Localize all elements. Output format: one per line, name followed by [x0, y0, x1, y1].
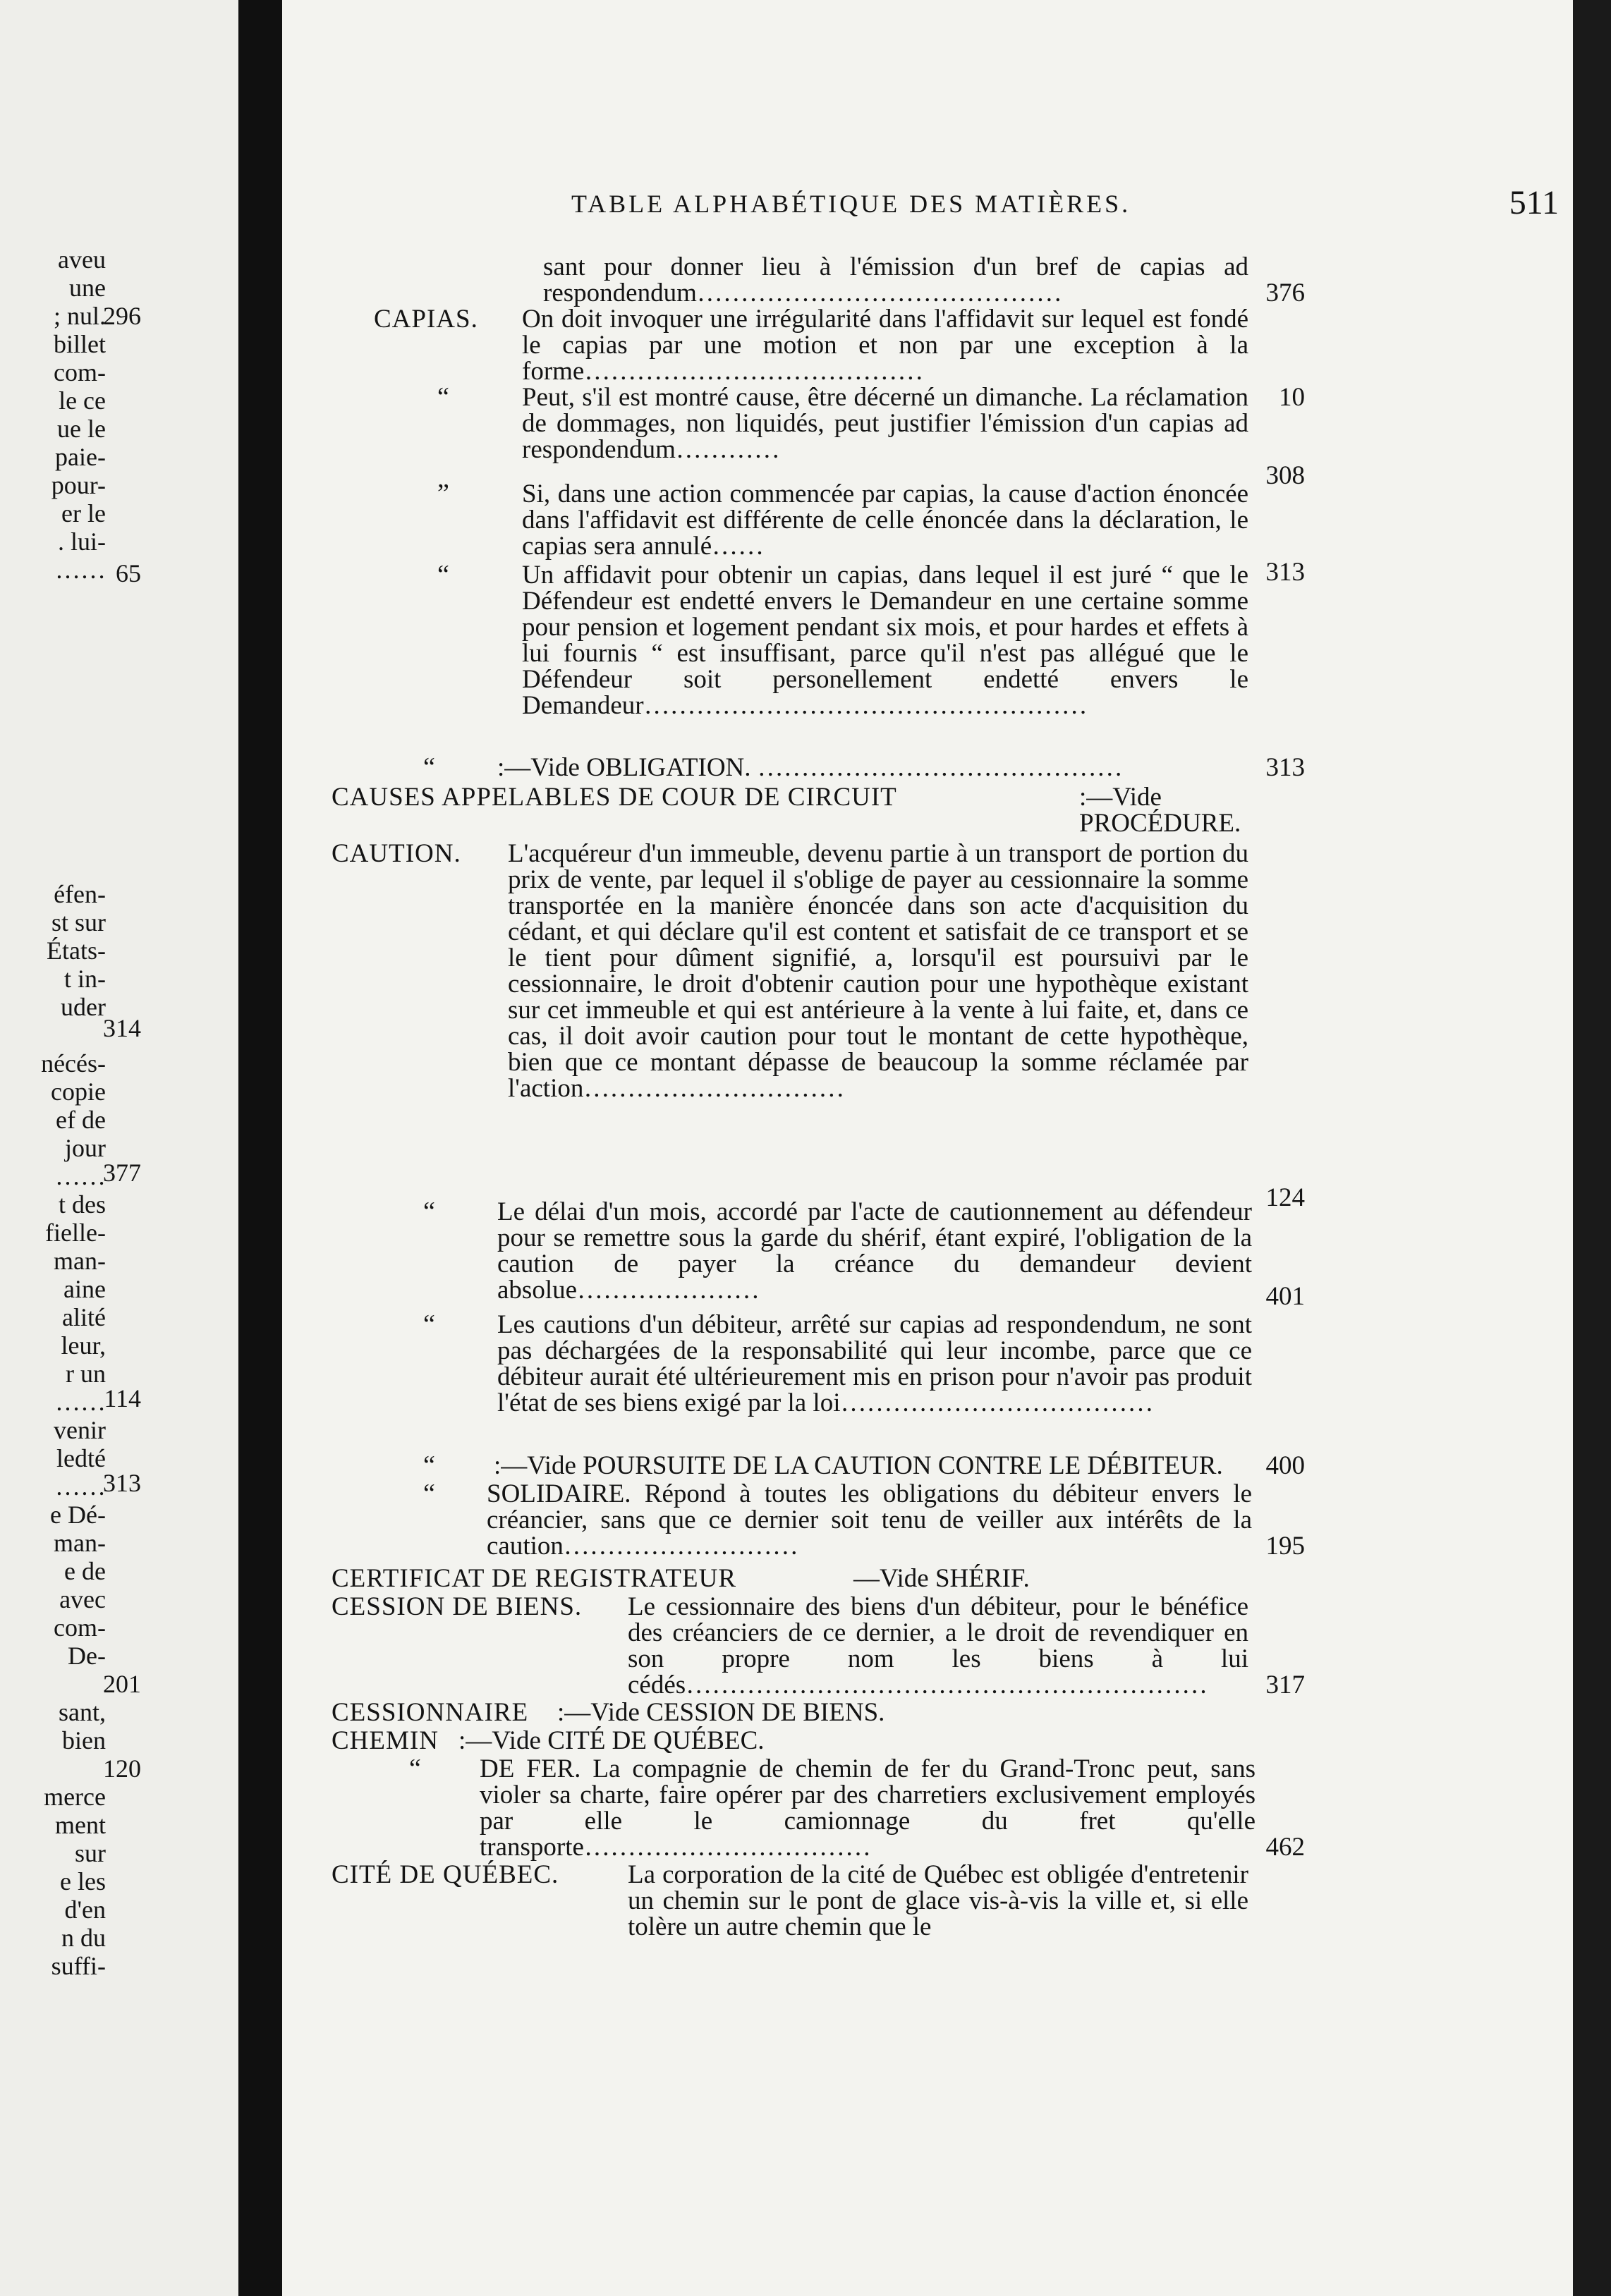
ditto-mark: “: [409, 1754, 421, 1783]
left-fragment: suffi-: [51, 1952, 106, 1980]
page-reference: 313: [1265, 558, 1305, 587]
page-reference: 401: [1265, 1282, 1305, 1311]
page-reference: 462: [1265, 1833, 1305, 1862]
left-page-number: 114: [104, 1384, 141, 1412]
left-page-number: 201: [103, 1670, 141, 1698]
page-reference: 195: [1265, 1532, 1305, 1561]
entry-text: Le délai d'un mois, accordé par l'acte de cautionnement au défendeur pour se remettre sous la garde du shérif, étant expiré, l'obligation de la caution de payer la créance du demandeur devient absolue…………………: [497, 1197, 1252, 1305]
left-fragment: e Dé-: [50, 1501, 106, 1529]
page-reference: 124: [1265, 1183, 1305, 1212]
ditto-mark: “: [437, 560, 449, 590]
ditto-mark: ”: [437, 479, 449, 508]
entry-text: Si, dans une action commencée par capias, la cause d'action énoncée dans l'affidavit est différente de celle énoncée dans la déclaration, le capias sera annulé……: [522, 480, 1248, 561]
running-header-title: TABLE ALPHABÉTIQUE DES MATIÈRES.: [571, 190, 1131, 218]
entry-text: :—Vide PROCÉDURE.: [1079, 783, 1241, 838]
left-fragment: er le: [61, 499, 106, 527]
left-fragment: merce: [44, 1783, 106, 1811]
page-edge: [1573, 0, 1611, 2296]
ditto-mark: “: [423, 1479, 435, 1508]
page-reference: 10: [1279, 383, 1305, 412]
left-fragment: fielle-: [45, 1219, 106, 1247]
left-fragment: éfen-: [54, 880, 106, 908]
entry-text: Un affidavit pour obtenir un capias, dans lequel il est juré “ que le Défendeur est endetté envers le Demandeur en une certaine somme pour pension et logement pendant six mois, et pour hardes et effets à lui fournis “ est insuffisant, parce qu'il n'est pas allégué que le Défendeur soit personellement endetté envers le Demandeur……………………………………………: [522, 561, 1248, 720]
left-fragment: ef de: [56, 1106, 106, 1134]
entry-text: DE FER. La compagnie de chemin de fer du Grand-Tronc peut, sans violer sa charte, faire opérer par des charretiers exclusivement employés par elle le camionnage du fret qu'elle transporte……………………………: [480, 1754, 1256, 1862]
left-fragment: e de: [64, 1557, 106, 1585]
entry-text: La corporation de la cité de Québec est obligée d'entretenir un chemin sur le pont de glace vis-à-vis la ville et, si elle tolère un autre chemin que le: [628, 1860, 1248, 1941]
left-fragment: venir: [54, 1416, 106, 1444]
left-fragment: leur,: [61, 1331, 106, 1360]
left-fragment: nécés-: [41, 1049, 106, 1077]
left-fragment: ; nul.: [53, 302, 106, 330]
entry-text: :—Vide CITÉ DE QUÉBEC.: [458, 1726, 765, 1755]
left-fragment: e les: [60, 1867, 106, 1895]
entry-text: Peut, s'il est montré cause, être décerné un dimanche. La réclamation de dommages, non liquidés, peut justifier l'émission d'un capias ad respondendum…………: [522, 383, 1248, 464]
entry-text: sant pour donner lieu à l'émission d'un bref de capias ad respondendum……………………………………: [543, 252, 1248, 307]
left-fragment: sur: [75, 1839, 106, 1867]
entry-text: Les cautions d'un débiteur, arrêté sur capias ad respondendum, ne sont pas déchargées de la responsabilité qui leur incombe, parce que ce débiteur aurait été ultérieurement mis en prison pour n'avoir pas produit l'état de ses biens exigé par la loi………………………………: [497, 1310, 1252, 1417]
left-fragment: ……: [55, 1162, 106, 1190]
left-fragment: man-: [54, 1247, 106, 1275]
entry-text: —Vide SHÉRIF.: [853, 1564, 1030, 1593]
index-term: CAUSES APPELABLES DE COUR DE CIRCUIT: [332, 783, 897, 812]
left-fragment: n du: [61, 1924, 106, 1952]
entry-text: :—Vide POURSUITE DE LA CAUTION CONTRE LE DÉBITEUR.: [494, 1451, 1223, 1480]
left-fragment: une: [69, 274, 106, 302]
page-gutter: [238, 0, 282, 2296]
ditto-mark: “: [423, 1309, 435, 1339]
left-fragment: d'en: [64, 1895, 106, 1924]
left-fragment: ue le: [57, 415, 106, 443]
left-fragment: jour: [65, 1134, 106, 1162]
left-fragment: uder: [61, 993, 106, 1021]
index-term: CERTIFICAT DE REGISTRATEUR: [332, 1564, 737, 1593]
index-term: CAUTION.: [332, 839, 461, 868]
page-reference: 313: [1265, 753, 1305, 782]
index-term: CESSION DE BIENS.: [332, 1592, 583, 1621]
left-fragment: com-: [54, 1613, 106, 1642]
left-fragment: sant,: [59, 1698, 106, 1726]
left-fragment: le ce: [59, 386, 106, 415]
left-fragment: ment: [55, 1811, 106, 1839]
page-reference: 400: [1265, 1451, 1305, 1480]
index-content: [332, 254, 1305, 2017]
page-reference: 317: [1265, 1671, 1305, 1699]
left-page-number: 65: [116, 559, 141, 587]
left-fragment: st sur: [51, 908, 106, 936]
left-fragment: bien: [62, 1726, 106, 1754]
entry-text: SOLIDAIRE. Répond à toutes les obligations du débiteur envers le créancier, sans que ce dernier soit tenu de veiller aux intérêts de la caution………………………: [487, 1479, 1252, 1561]
left-fragment: alité: [62, 1303, 106, 1331]
index-term: CESSIONNAIRE: [332, 1698, 529, 1727]
left-fragment: ……: [55, 1388, 106, 1416]
left-fragment: De-: [68, 1642, 106, 1670]
left-page-number: 314: [103, 1014, 141, 1042]
left-page-number: 296: [103, 302, 141, 330]
left-page: [0, 0, 238, 2296]
ditto-mark: “: [423, 1451, 435, 1480]
page-reference: 308: [1265, 461, 1305, 490]
left-fragment: États-: [47, 936, 106, 965]
left-fragment: ledté: [56, 1444, 106, 1472]
entry-text: :—Vide OBLIGATION. ……………………………………: [497, 753, 1123, 782]
ditto-mark: “: [423, 752, 435, 782]
left-fragment: t des: [59, 1190, 106, 1219]
left-fragment: avec: [59, 1585, 106, 1613]
left-fragment: paie-: [55, 443, 106, 471]
left-fragment: ……: [55, 1472, 106, 1501]
left-fragment: r un: [66, 1360, 106, 1388]
left-fragment: aveu: [58, 245, 106, 274]
running-header: [571, 184, 1559, 224]
left-fragment: aine: [63, 1275, 106, 1303]
entry-text: :—Vide CESSION DE BIENS.: [557, 1698, 885, 1727]
left-page-number: 313: [103, 1469, 141, 1497]
left-fragment: billet: [54, 330, 106, 358]
index-term: CAPIAS.: [374, 305, 478, 334]
page-number: 511: [1509, 184, 1559, 221]
left-fragment: pour-: [51, 471, 106, 499]
page-reference: 376: [1265, 279, 1305, 307]
left-page-number: 120: [103, 1754, 141, 1783]
index-term: CHEMIN: [332, 1726, 439, 1755]
left-fragment: com-: [54, 358, 106, 386]
left-fragment: copie: [51, 1077, 106, 1106]
entry-text: Le cessionnaire des biens d'un débiteur, pour le bénéfice des créanciers de ce dernier, a le droit de revendiquer en son propre nom les biens à lui cédés……………………………………………………: [628, 1592, 1248, 1699]
index-term: CITÉ DE QUÉBEC.: [332, 1860, 559, 1889]
left-page-number: 377: [103, 1159, 141, 1187]
left-fragment: t in-: [64, 965, 106, 993]
entry-text: On doit invoquer une irrégularité dans l'affidavit sur lequel est fondé le capias par une motion et non par une exception à la forme…………………………………: [522, 305, 1248, 386]
left-fragment: man-: [54, 1529, 106, 1557]
left-fragment: ……: [55, 556, 106, 584]
entry-text: L'acquéreur d'un immeuble, devenu partie à un transport de portion du prix de vente, par lequel il s'oblige de payer au cessionnaire la somme transportée en la manière énoncée dans son acte d'acquisition du cédant, et qui déclare qu'il est content et satisfait de ce transport et se le tient pour dûment signifié, a, lorsqu'il est poursuivi par le cessionnaire, le droit d'obtenir caution pour une hypothèque existant sur cet immeuble et qui est antérieure à la vente à lui faite, et, dans ce cas, il doit avoir caution pour tout le montant de cette hypothèque, bien que ce montant dépasse de beaucoup la somme réclamée par l'action…………………………: [508, 839, 1248, 1103]
left-fragment: . lui-: [58, 527, 106, 556]
ditto-mark: “: [423, 1197, 435, 1226]
ditto-mark: “: [437, 382, 449, 412]
